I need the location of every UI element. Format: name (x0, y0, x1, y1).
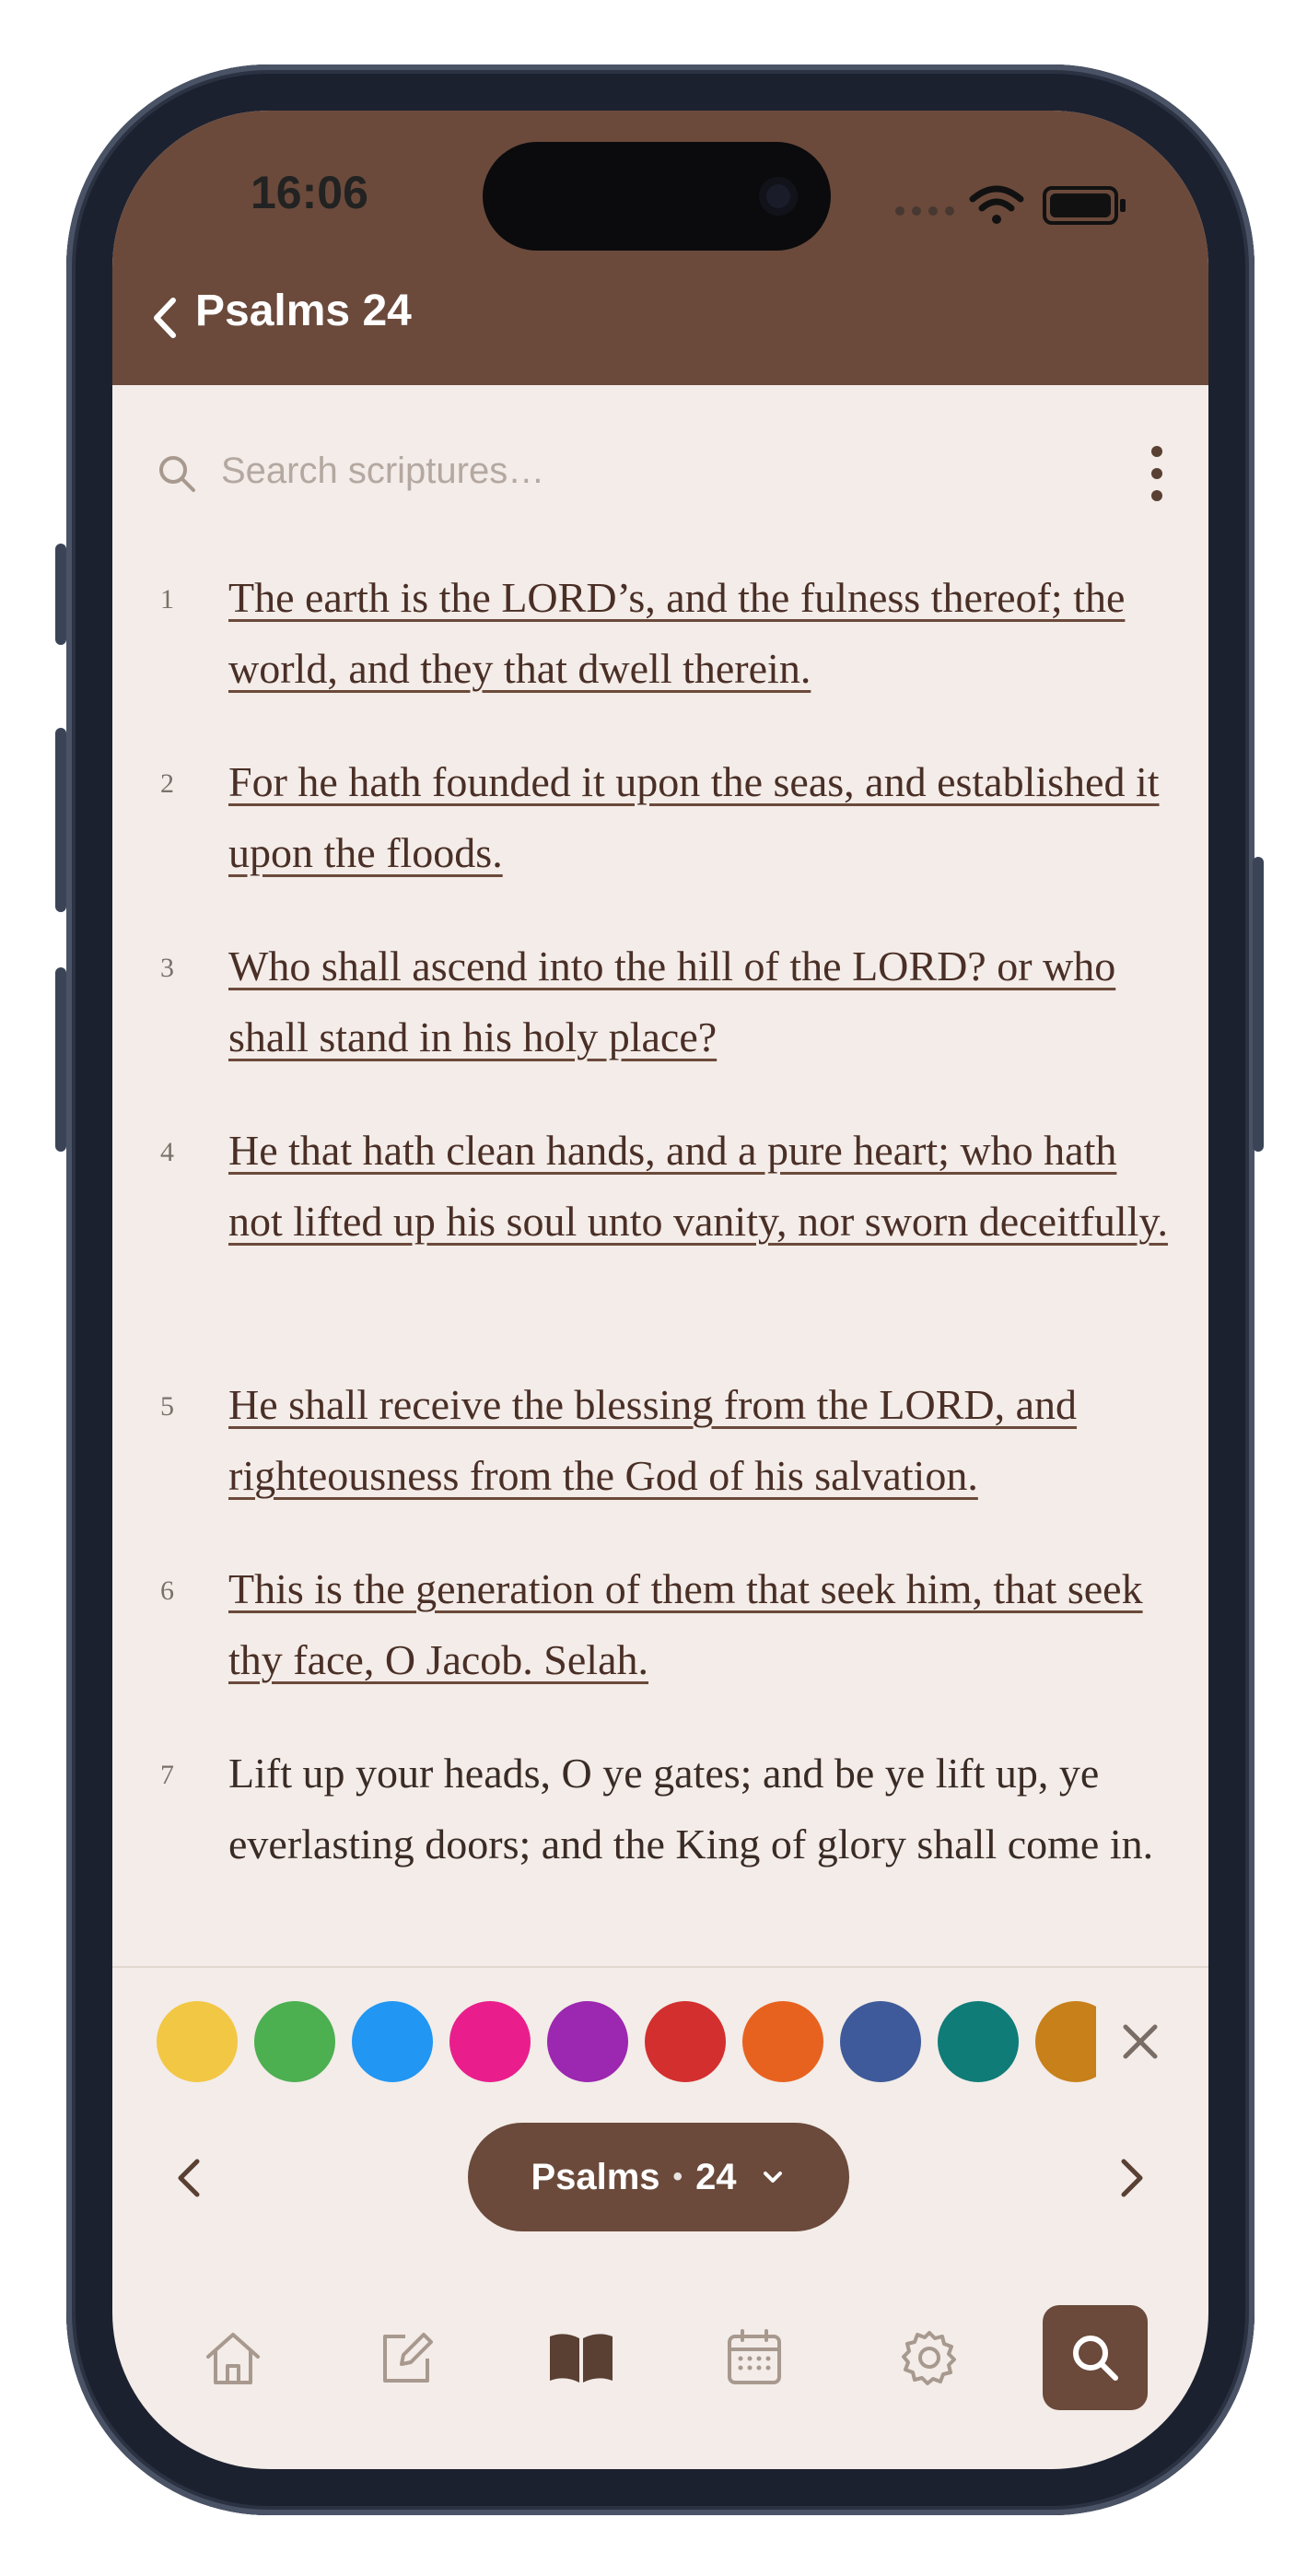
color-swatch-blue[interactable] (352, 2001, 433, 2082)
previous-chapter-icon[interactable] (162, 2150, 217, 2206)
color-swatch-green[interactable] (254, 2001, 335, 2082)
color-swatch-purple[interactable] (547, 2001, 628, 2082)
color-swatch-amber[interactable] (1035, 2001, 1096, 2082)
signal-icon (895, 206, 954, 216)
volume-down-button (55, 967, 66, 1152)
camera-icon (759, 177, 798, 216)
book-chapter-picker[interactable] (468, 2123, 849, 2231)
verse-number: 4 (160, 1137, 174, 1167)
chapter-number: 24 (695, 2156, 737, 2197)
verse-text: Who shall ascend into the hill of the LORD? or who shall stand in his holy place? (228, 943, 1116, 1060)
verse-text: Lift up your heads, O ye gates; and be ye lift up, ye everlasting doors; and the King of glory shall come in. (228, 1750, 1154, 1868)
page-title: Psalms 24 (195, 287, 412, 335)
highlight-palette (157, 2001, 1096, 2086)
calendar-icon (722, 2325, 787, 2390)
verse-text: For he hath founded it upon the seas, and established it upon the floods. (228, 758, 1160, 876)
tab-home[interactable] (181, 2305, 286, 2410)
status-time: 16:06 (251, 167, 368, 218)
power-button (1253, 857, 1264, 1152)
color-swatch-pink[interactable] (449, 2001, 531, 2082)
tab-notes[interactable] (354, 2305, 459, 2410)
battery-icon (1043, 186, 1118, 225)
search-icon (1066, 2328, 1125, 2387)
verse-number: 7 (160, 1760, 174, 1790)
verse-text: He shall receive the blessing from the LORD, and righteousness from the God of his salvation. (228, 1381, 1078, 1499)
color-swatch-red[interactable] (645, 2001, 726, 2082)
book-name: Psalms (531, 2156, 660, 2197)
tab-calendar[interactable] (702, 2305, 807, 2410)
verse-text: This is the generation of them that seek him, that seek thy face, O Jacob. Selah. (228, 1565, 1143, 1683)
next-chapter-icon[interactable] (1103, 2150, 1159, 2206)
color-swatch-navy[interactable] (840, 2001, 921, 2082)
edit-icon (374, 2325, 438, 2390)
book-icon (546, 2325, 616, 2390)
volume-up-button (55, 728, 66, 912)
separator-dot: • (672, 2161, 683, 2192)
search-input[interactable] (219, 442, 960, 499)
chapter-navigator (112, 2123, 1208, 2233)
tab-bible[interactable] (529, 2305, 634, 2410)
verse-text: The earth is the LORD’s, and the fulness thereof; the world, and they that dwell therein. (228, 574, 1126, 692)
color-swatch-teal[interactable] (938, 2001, 1019, 2082)
color-swatch-orange[interactable] (742, 2001, 823, 2082)
divider (112, 1966, 1208, 1968)
search-icon (157, 453, 197, 494)
app-header (112, 111, 1208, 385)
silent-switch (55, 544, 66, 645)
verse-number: 1 (160, 584, 174, 615)
verse-number: 2 (160, 768, 174, 799)
verse-number: 3 (160, 953, 174, 983)
verse-number: 5 (160, 1391, 174, 1422)
tab-settings[interactable] (877, 2305, 982, 2410)
back-icon[interactable] (140, 286, 186, 350)
verse-number: 6 (160, 1575, 174, 1606)
search-bar (112, 385, 1208, 542)
tab-search[interactable] (1043, 2305, 1148, 2410)
more-options-icon[interactable] (1151, 446, 1162, 501)
verse-text: He that hath clean hands, and a pure heart; who hath not lifted up his soul unto vanity, nor sworn deceitfully. (228, 1127, 1168, 1245)
wifi-icon (969, 184, 1024, 225)
dynamic-island (483, 142, 831, 251)
phone-screen (112, 111, 1208, 2469)
close-icon[interactable] (1114, 2016, 1166, 2067)
gear-icon (897, 2325, 962, 2390)
home-icon (201, 2325, 265, 2390)
color-swatch-yellow[interactable] (157, 2001, 238, 2082)
chevron-down-icon (759, 2163, 787, 2191)
tab-bar (112, 2300, 1208, 2419)
